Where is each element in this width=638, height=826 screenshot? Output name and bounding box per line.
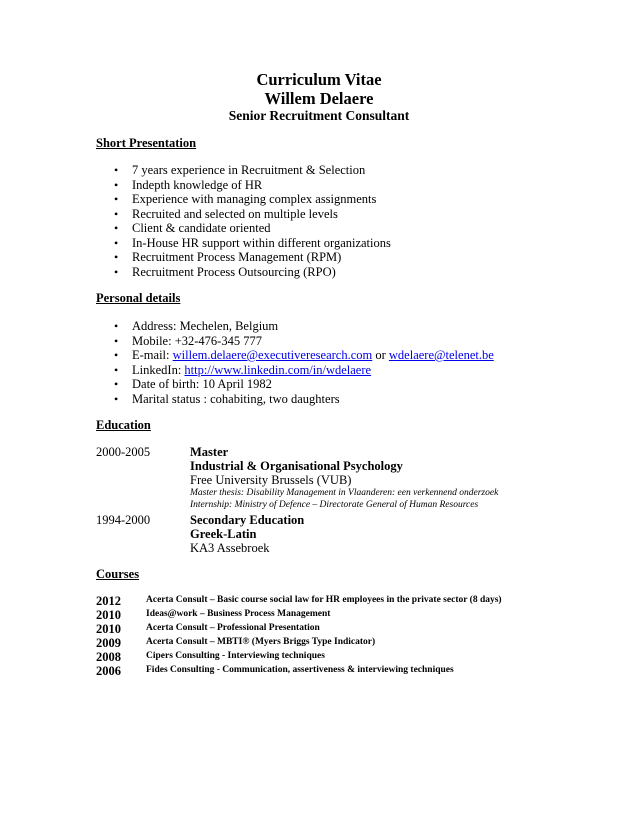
bullet-icon: • xyxy=(114,192,119,206)
education-degree: Master xyxy=(190,445,229,459)
bullet-icon: • xyxy=(114,319,119,333)
list-item xyxy=(114,348,494,363)
mobile-text: Mobile: +32-476-345 777 xyxy=(132,333,262,348)
bullet-icon: • xyxy=(114,163,119,177)
list-item xyxy=(114,363,494,378)
course-description: Fides Consulting - Communication, assertiveness & interviewing techniques xyxy=(146,665,454,675)
linkedin-link[interactable]: http://www.linkedin.com/in/wdelaere xyxy=(184,362,372,377)
email-label: E-mail: xyxy=(132,348,173,362)
course-description: Acerta Consult – Basic course social law for HR employees in the private sector (8 days) xyxy=(146,595,502,605)
list-item: • 7 years experience in Recruitment & Selection xyxy=(114,163,366,177)
education-field: Greek-Latin xyxy=(190,527,257,541)
course-description: Ideas@work – Business Process Management xyxy=(146,609,331,619)
candidate-name: Willem Delaere xyxy=(264,89,374,108)
list-item xyxy=(114,334,494,349)
section-heading-courses: Courses xyxy=(96,567,140,581)
candidate-role: Senior Recruitment Consultant xyxy=(228,108,410,123)
bullet-icon: • xyxy=(114,362,119,377)
bullet-icon: • xyxy=(114,264,119,279)
course-year: 2006 xyxy=(96,664,121,678)
short-presentation-list xyxy=(114,163,391,279)
course-year: 2008 xyxy=(96,650,121,664)
email-link-primary[interactable]: willem.delaere@executiveresearch.com xyxy=(172,348,373,362)
education-school: KA3 Assebroek xyxy=(190,541,270,555)
education-field: Industrial & Organisational Psychology xyxy=(190,459,403,473)
section-heading-education: Education xyxy=(96,418,151,432)
section-heading-personal-details: Personal details xyxy=(96,291,181,305)
bullet-icon: • xyxy=(114,377,119,391)
course-description: Acerta Consult – Professional Presentation xyxy=(146,623,320,633)
email-link-secondary[interactable]: wdelaere@telenet.be xyxy=(388,348,494,362)
bullet-icon: • xyxy=(114,333,119,348)
address-text: Address: Mechelen, Belgium xyxy=(132,319,279,333)
linkedin-label: LinkedIn: xyxy=(132,362,185,377)
section-heading-short-presentation: Short Presentation xyxy=(96,136,197,150)
list-item: • Recruitment Process Outsourcing (RPO) xyxy=(114,264,336,279)
list-item: • Experience with managing complex assignments xyxy=(114,192,377,206)
bullet-icon: • xyxy=(114,177,119,192)
education-school: Free University Brussels (VUB) xyxy=(190,473,352,487)
education-thesis-note: Master thesis: Disability Management in Vlaanderen: een verkennend onderzoek xyxy=(190,488,499,498)
bullet-icon: • xyxy=(114,235,119,250)
course-year: 2012 xyxy=(96,594,121,608)
list-item xyxy=(114,377,494,392)
bullet-icon: • xyxy=(114,348,119,362)
list-item xyxy=(114,392,494,407)
list-item: • Recruitment Process Management (RPM) xyxy=(114,250,342,264)
course-year: 2010 xyxy=(96,608,121,622)
email-or-text: or xyxy=(372,348,389,362)
personal-details-list xyxy=(114,319,494,406)
list-item: • Client & candidate oriented xyxy=(114,221,271,235)
course-description: Cipers Consulting - Interviewing techniques xyxy=(146,651,325,661)
education-internship-note: Internship: Ministry of Defence – Directorate General of Human Resources xyxy=(190,500,479,510)
course-description: Acerta Consult – MBTI® (Myers Briggs Type Indicator) xyxy=(146,637,376,647)
list-item: • Recruited and selected on multiple levels xyxy=(114,206,338,221)
bullet-icon: • xyxy=(114,391,119,406)
course-year: 2010 xyxy=(96,622,121,636)
marital-status-text: Marital status : cohabiting, two daughters xyxy=(132,391,340,406)
bullet-icon: • xyxy=(114,206,119,221)
document-title: Curriculum Vitae xyxy=(256,70,382,89)
dob-text: Date of birth: 10 April 1982 xyxy=(132,377,272,391)
education-degree: Secondary Education xyxy=(190,513,305,527)
list-item: • In-House HR support within different organizations xyxy=(114,235,391,250)
bullet-icon: • xyxy=(114,221,119,235)
education-years: 2000-2005 xyxy=(96,445,151,459)
list-item: • Indepth knowledge of HR xyxy=(114,177,263,192)
education-years: 1994-2000 xyxy=(96,513,151,527)
list-item xyxy=(114,319,494,334)
bullet-icon: • xyxy=(114,250,119,264)
course-year: 2009 xyxy=(96,636,121,650)
